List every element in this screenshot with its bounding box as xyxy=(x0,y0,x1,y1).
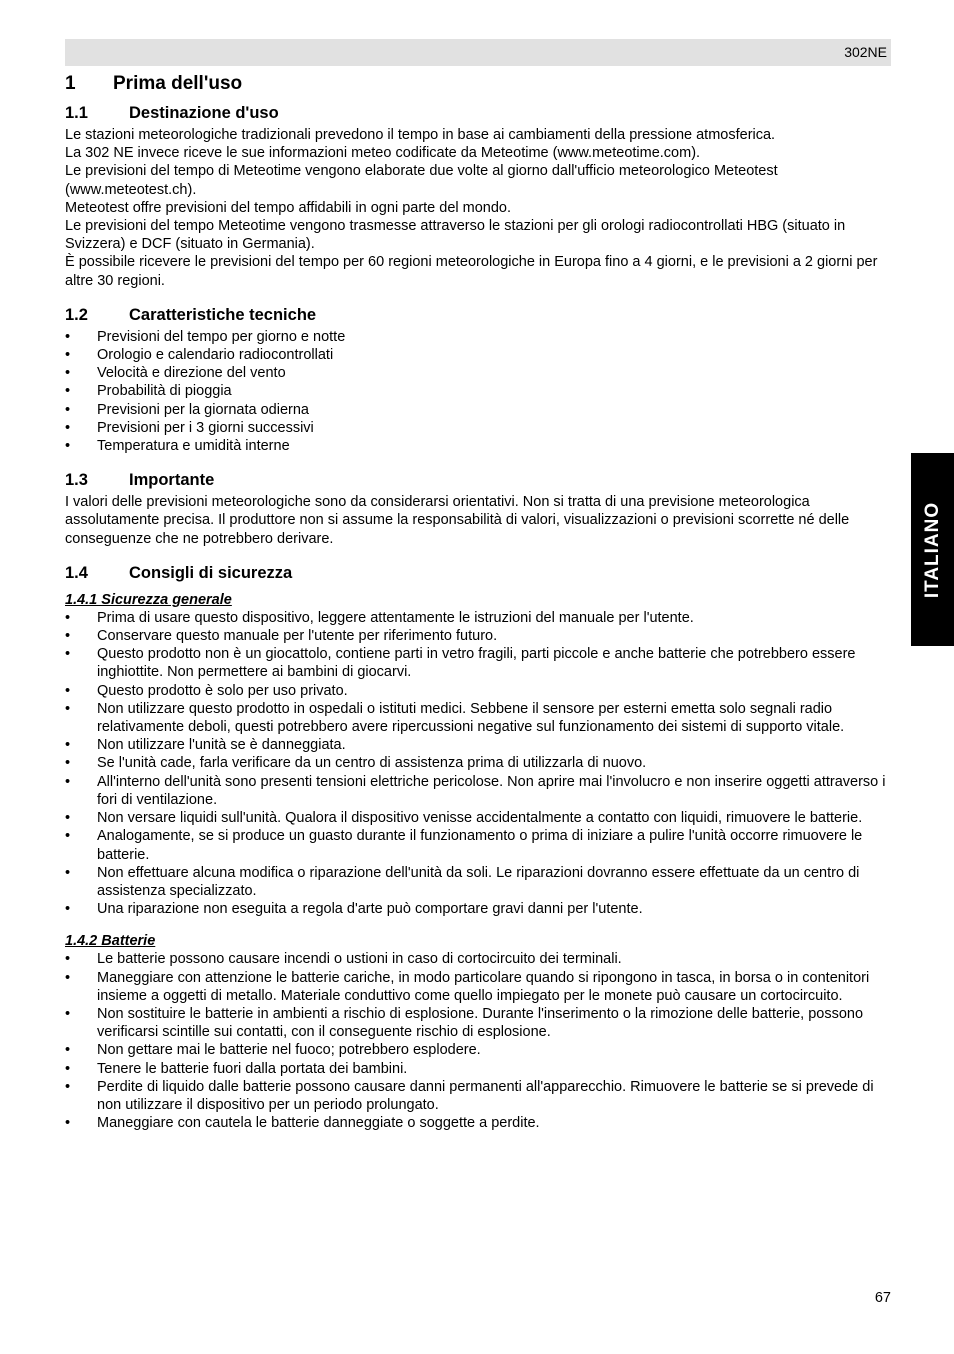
section-title: Importante xyxy=(129,471,215,490)
section-heading xyxy=(65,563,891,583)
list-item: • Orologio e calendario radiocontrollati xyxy=(65,346,891,364)
header-bar xyxy=(65,39,891,66)
section-number: 1.4 xyxy=(65,563,88,582)
chapter-title: Prima dell'uso xyxy=(113,73,243,94)
chapter-heading xyxy=(65,72,891,96)
paragraph: I valori delle previsioni meteorologiche sono da considerarsi orientativi. Non si tratta di una previsione meteorologica assolutamente precisa. Il produttore non si assume la responsabilità di valori, visualizzazioni o previsioni scorrette né delle conseguenze che ne potrebbero derivare. xyxy=(65,494,850,547)
paragraph-line: Le stazioni meteorologiche tradizionali prevedono il tempo in base ai cambiamenti della pressione atmosferica. xyxy=(65,127,776,143)
section-title: Caratteristiche tecniche xyxy=(129,305,317,324)
list-item: • Previsioni per la giornata odierna xyxy=(65,401,891,419)
page-content xyxy=(65,72,891,1147)
list-item: • Analogamente, se si produce un guasto durante il funzionamento o prima di iniziare a pulire l'unità occorre rimuovere le batterie. xyxy=(65,827,891,863)
list-item: • Una riparazione non eseguita a regola d'arte può comportare gravi danni per l'utente. xyxy=(65,900,891,918)
safety-list xyxy=(65,609,891,918)
list-item: • Non versare liquidi sull'unità. Qualora il dispositivo venisse accidentalmente a contatto con liquidi, rimuovere le batterie. xyxy=(65,809,891,827)
list-item: • Se l'unità cade, farla verificare da un centro di assistenza prima di utilizzarla di nuovo. xyxy=(65,754,891,772)
list-item: • Non effettuare alcuna modifica o riparazione dell'unità da soli. Le riparazioni dovranno essere effettuate da un centro di assistenza specializzato. xyxy=(65,864,891,900)
list-item: • Non sostituire le batterie in ambienti a rischio di esplosione. Durante l'inserimento o la rimozione delle batterie, possono verificarsi scintille sui contatti, con il conseguente rischio di esplosione. xyxy=(65,1005,891,1041)
list-item: • Velocità e direzione del vento xyxy=(65,364,891,382)
list-item: • Previsioni del tempo per giorno e notte xyxy=(65,328,891,346)
list-item: • All'interno dell'unità sono presenti tensioni elettriche pericolose. Non aprire mai l'involucro e non inserire oggetti attraverso i fori di ventilazione. xyxy=(65,773,891,809)
list-item: • Non utilizzare questo prodotto in ospedali o istituti medici. Sebbene il sensore per esterni emetta solo segnali radio relativamente deboli, questi potrebbero avere ripercussioni negative sul funzionamento dei sistemi di supporto vitale. xyxy=(65,700,891,736)
language-label: ITALIANO xyxy=(921,501,943,598)
feature-list xyxy=(65,328,891,455)
section-caratteristiche xyxy=(65,305,891,455)
section-importante xyxy=(65,470,891,548)
paragraph-line: È possibile ricevere le previsioni del tempo per 60 regioni meteorologiche in Europa fino a 4 giorni, e le previsioni a 2 giorni per altre 30 regioni. xyxy=(65,254,878,289)
list-item: • Non gettare mai le batterie nel fuoco; potrebbero esplodere. xyxy=(65,1041,891,1059)
paragraph-line: Meteotest offre previsioni del tempo affidabili in ogni parte del mondo. xyxy=(65,199,512,216)
model-name: 302NE xyxy=(844,44,887,60)
list-item: • Tenere le batterie fuori dalla portata dei bambini. xyxy=(65,1060,891,1078)
section-heading xyxy=(65,470,891,490)
section-title: Destinazione d'uso xyxy=(129,104,279,122)
section-number: 1.2 xyxy=(65,305,88,324)
subsection-title: 1.4.1 Sicurezza generale xyxy=(65,591,232,608)
list-item: • Conservare questo manuale per l'utente per riferimento futuro. xyxy=(65,627,891,645)
paragraph-line: La 302 NE invece riceve le sue informazioni meteo codificate da Meteotime (www.meteotime.com). xyxy=(65,145,701,162)
battery-list xyxy=(65,950,891,1132)
list-item: • Probabilità di pioggia xyxy=(65,382,891,400)
section-heading xyxy=(65,103,891,123)
paragraph-line: Le previsioni del tempo Meteotime vengono trasmesse attraverso le stazioni per gli orologi radiocontrollati HBG (situato in Svizzera) e DCF (situato in Germania). xyxy=(65,218,846,253)
subsection-batterie xyxy=(65,932,891,1132)
section-sicurezza xyxy=(65,563,891,1132)
list-item: • Maneggiare con attenzione le batterie cariche, in modo particolare quando si ripongono in tasca, in borsa o in contenitori insieme a oggetti di metallo. Materiale conduttivo come quello impiegato per le monete può causare un cortocircuito. xyxy=(65,969,891,1005)
section-title: Consigli di sicurezza xyxy=(129,563,293,582)
chapter-number: 1 xyxy=(65,73,76,94)
list-item: • Prima di usare questo dispositivo, leggere attentamente le istruzioni del manuale per l'utente. xyxy=(65,609,891,627)
subsection-sicurezza-generale xyxy=(65,591,891,918)
list-item: • Temperatura e umidità interne xyxy=(65,437,891,455)
language-tab xyxy=(911,453,954,646)
section-destinazione xyxy=(65,103,891,290)
list-item: • Non utilizzare l'unità se è danneggiata. xyxy=(65,736,891,754)
subsection-title: 1.4.2 Batterie xyxy=(65,933,156,950)
list-item: • Le batterie possono causare incendi o ustioni in caso di cortocircuito dei terminali. xyxy=(65,950,891,968)
page-number: 67 xyxy=(874,1290,891,1306)
list-item: • Previsioni per i 3 giorni successivi xyxy=(65,419,891,437)
list-item: • Questo prodotto non è un giocattolo, contiene parti in vetro fragili, parti piccole e anche batterie che potrebbero essere inghiottite. Non permettere ai bambini di giocarvi. xyxy=(65,645,891,681)
list-item: • Perdite di liquido dalle batterie possono causare danni permanenti all'apparecchio. Rimuovere le batterie se si prevede di non utilizzare il dispositivo per un periodo prolungato. xyxy=(65,1078,891,1114)
list-item: • Questo prodotto è solo per uso privato. xyxy=(65,682,891,700)
section-heading xyxy=(65,305,891,325)
paragraph-line: Le previsioni del tempo di Meteotime vengono elaborate due volte al giorno dall'ufficio meteorologico Meteotest (www.meteotest.ch). xyxy=(65,163,778,198)
section-number: 1.3 xyxy=(65,471,88,490)
section-number: 1.1 xyxy=(65,104,88,122)
list-item: • Maneggiare con cautela le batterie danneggiate o soggette a perdite. xyxy=(65,1114,891,1132)
